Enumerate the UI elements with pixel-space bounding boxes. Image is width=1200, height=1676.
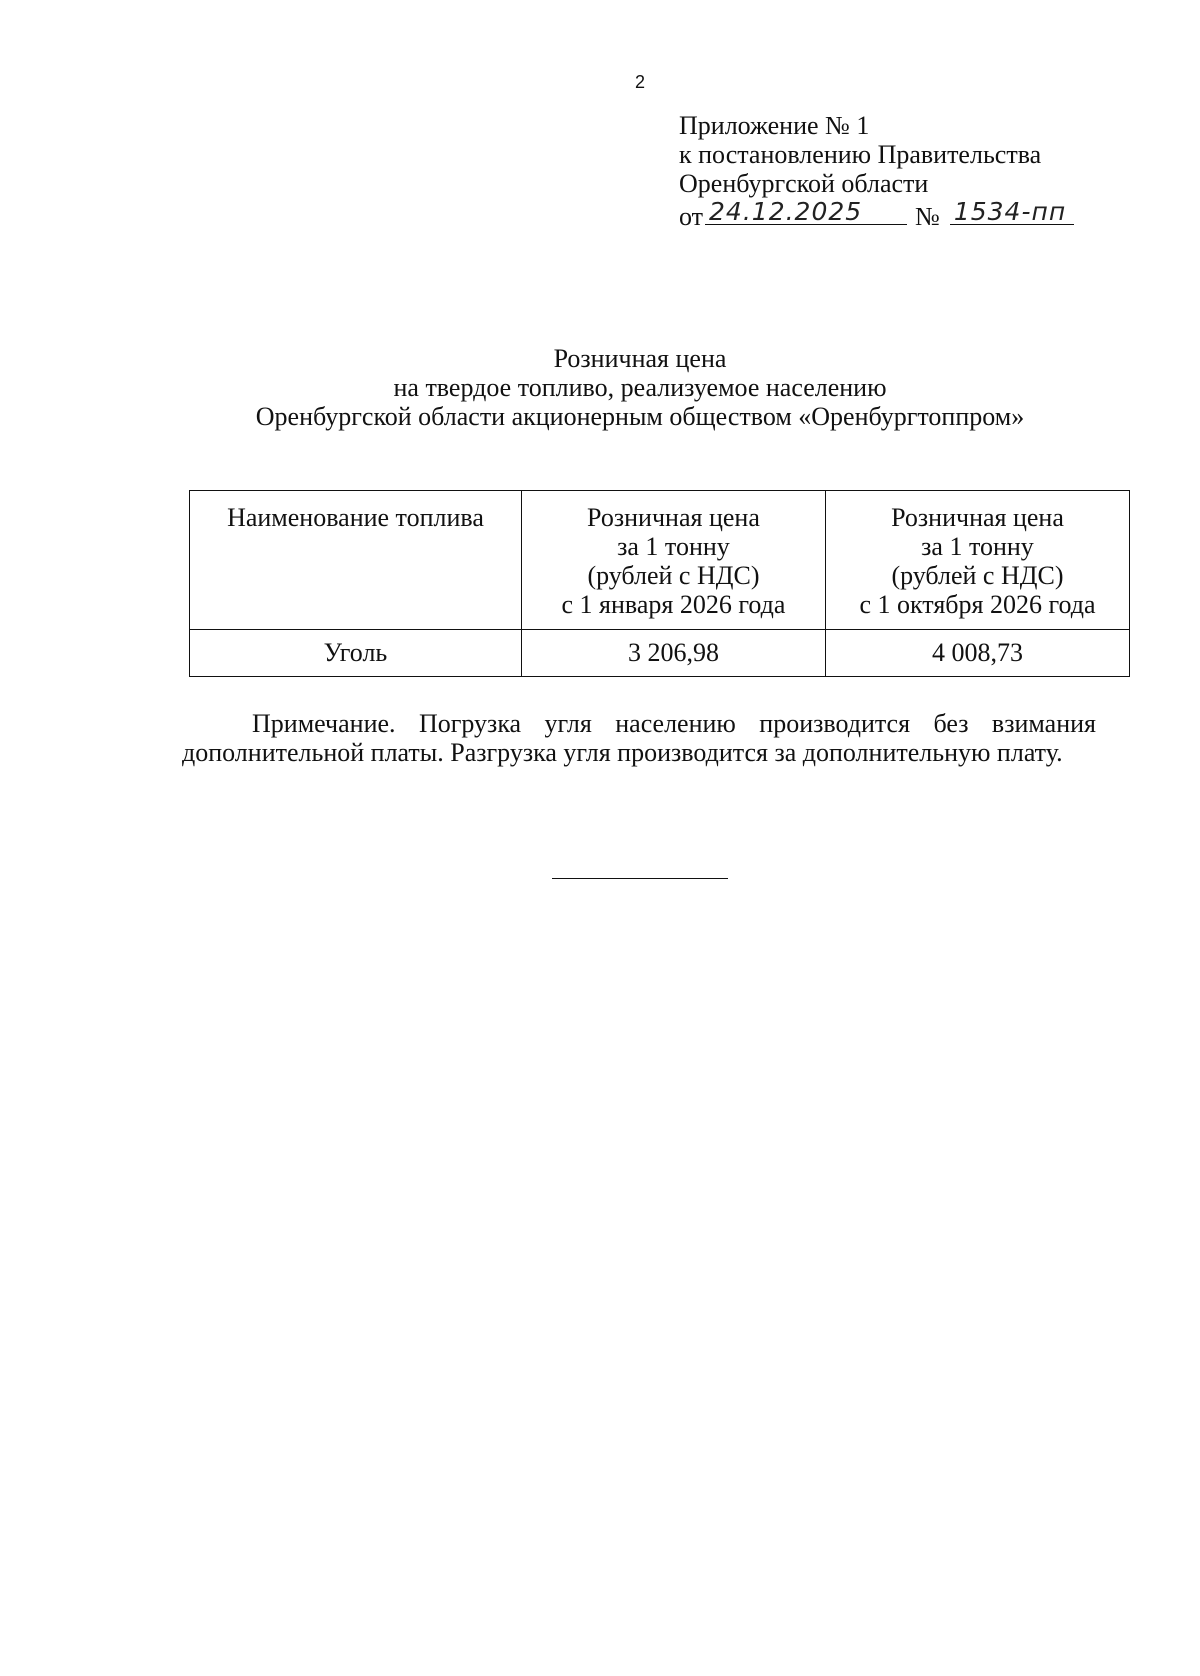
- header-line: Розничная цена: [587, 503, 760, 532]
- header-price-jan: [521, 491, 825, 630]
- date-prefix: от: [679, 202, 704, 231]
- date-field: [705, 198, 907, 225]
- header-line: (рублей с НДС): [891, 561, 1064, 590]
- header-line: за 1 тонну: [617, 532, 730, 561]
- title-line-2: на твердое топливо, реализуемое населению: [393, 373, 887, 402]
- header-line: с 1 января 2026 года: [561, 590, 786, 619]
- table-header-row: [190, 491, 1130, 630]
- header-line: за 1 тонну: [921, 532, 1034, 561]
- title-line-1: Розничная цена: [553, 344, 727, 373]
- header-line: Наименование топлива: [227, 503, 484, 532]
- header-fuel-name: [190, 491, 522, 630]
- cell-price-oct: 4 008,73: [825, 630, 1129, 677]
- appendix-title: Приложение № 1: [679, 111, 870, 140]
- number-sign: №: [915, 202, 940, 231]
- appendix-resolution-line: к постановлению Правительства: [679, 140, 1042, 169]
- end-divider: [552, 878, 728, 879]
- header-line: Розничная цена: [891, 503, 1064, 532]
- header-line: с 1 октября 2026 года: [859, 590, 1096, 619]
- appendix-reference: [679, 111, 1149, 231]
- table-row: [190, 630, 1130, 677]
- cell-price-jan: 3 206,98: [521, 630, 825, 677]
- header-line: (рублей с НДС): [587, 561, 760, 590]
- title-line-3: Оренбургской области акционерным обществом «Оренбургтоппром»: [255, 402, 1025, 431]
- page-number: 2: [634, 72, 645, 92]
- document-title: [120, 344, 1160, 431]
- number-field: [950, 198, 1074, 225]
- handwritten-date: 24.12.2025: [709, 197, 863, 226]
- cell-fuel-name: Уголь: [190, 630, 522, 677]
- price-table: [189, 490, 1130, 677]
- header-price-oct: [825, 491, 1129, 630]
- note-paragraph: Примечание. Погрузка угля населению производится без взимания дополнительной платы. Разгрузка угля производится за дополнительную плату.: [182, 709, 1096, 767]
- appendix-region-line: Оренбургской области: [679, 169, 929, 198]
- handwritten-number: 1534-пп: [953, 197, 1067, 226]
- appendix-date-number-line: [679, 198, 1149, 231]
